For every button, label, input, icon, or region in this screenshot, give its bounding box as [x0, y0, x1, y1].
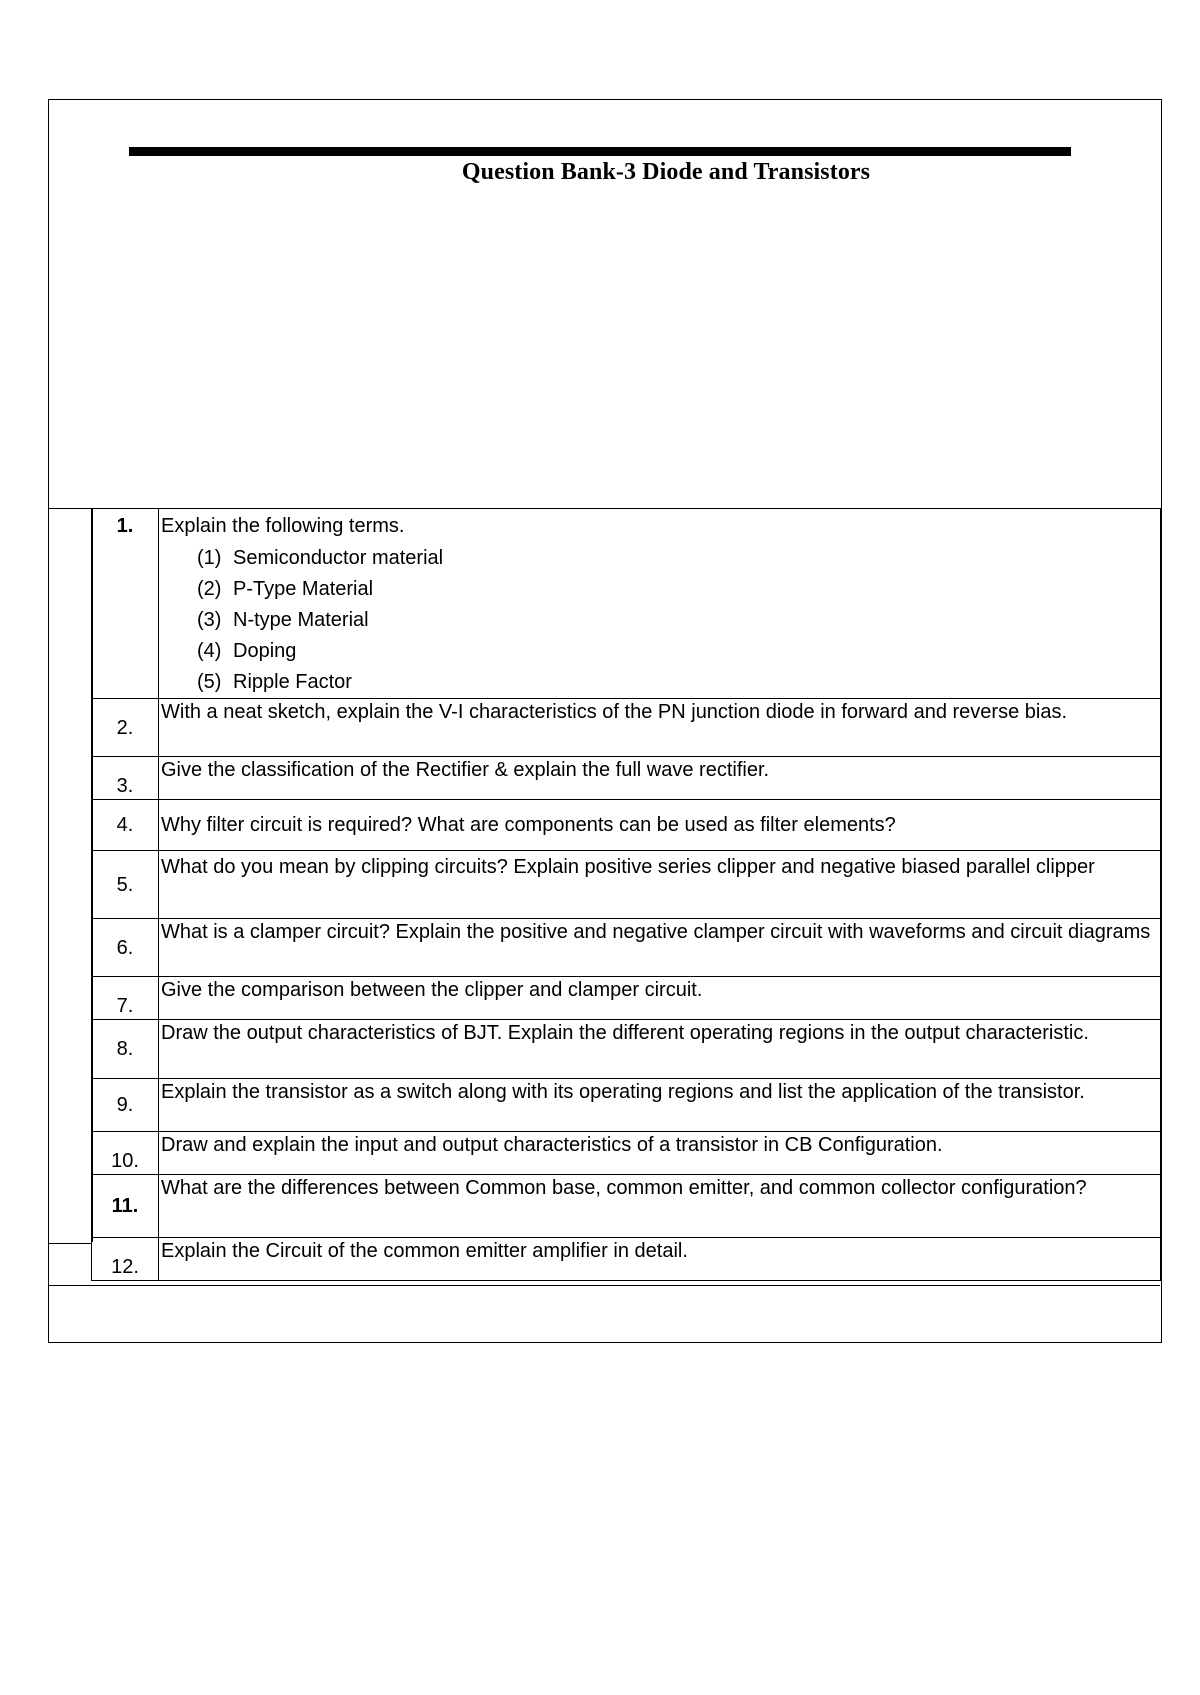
question-text: Draw the output characteristics of BJT. Explain the different operating regions in the output characteristic. — [159, 1020, 1161, 1079]
question-row — [92, 977, 1161, 1020]
left-margin-divider — [49, 1243, 92, 1244]
sub-item-text: Doping — [233, 640, 297, 662]
question-row — [92, 757, 1161, 800]
sub-item — [197, 574, 1154, 605]
question-number: 6. — [92, 919, 159, 977]
question-number: 1. — [92, 509, 159, 699]
question-text: Give the comparison between the clipper and clamper circuit. — [159, 977, 1161, 1020]
question-row — [92, 1132, 1161, 1175]
sub-item — [197, 667, 1154, 698]
sub-item-text: Semiconductor material — [233, 547, 444, 569]
footer-divider — [49, 1285, 1160, 1286]
question-number: 7. — [92, 977, 159, 1020]
sub-item-text: N-type Material — [233, 609, 369, 631]
question-number: 11. — [92, 1175, 159, 1238]
question-number: 4. — [92, 800, 159, 851]
question-text: Explain the following terms. — [161, 515, 405, 537]
header-rule — [129, 147, 1071, 156]
sub-item — [197, 543, 1154, 574]
question-number: 3. — [92, 757, 159, 800]
question-text: Draw and explain the input and output characteristics of a transistor in CB Configuration. — [159, 1132, 1161, 1175]
question-row — [92, 1020, 1161, 1079]
question-text: Explain the Circuit of the common emitter amplifier in detail. — [159, 1238, 1161, 1281]
sub-item-number: (4) — [197, 640, 222, 662]
question-number: 2. — [92, 699, 159, 757]
sub-item — [197, 605, 1154, 636]
question-row — [92, 919, 1161, 977]
question-text: What are the differences between Common base, common emitter, and common collector configuration? — [159, 1175, 1161, 1238]
sub-item — [197, 636, 1154, 667]
sub-item-number: (5) — [197, 671, 222, 693]
question-text: Explain the transistor as a switch along with its operating regions and list the application of the transistor. — [159, 1079, 1161, 1132]
question-row — [92, 699, 1161, 757]
question-number: 9. — [92, 1079, 159, 1132]
question-row — [92, 1079, 1161, 1132]
question-row — [92, 1175, 1161, 1238]
sub-item-text: Ripple Factor — [233, 671, 352, 693]
sub-item-list — [161, 543, 1154, 698]
question-text-cell — [159, 509, 1161, 699]
sub-item-number: (1) — [197, 547, 222, 569]
question-number: 5. — [92, 851, 159, 919]
question-row — [92, 800, 1161, 851]
question-row — [92, 851, 1161, 919]
sub-item-text: P-Type Material — [233, 578, 374, 600]
sub-item-number: (3) — [197, 609, 222, 631]
question-text: What do you mean by clipping circuits? Explain positive series clipper and negative biased parallel clipper — [159, 851, 1161, 919]
question-text: With a neat sketch, explain the V-I characteristics of the PN junction diode in forward and reverse bias. — [159, 699, 1161, 757]
question-number: 10. — [92, 1132, 159, 1175]
document-title: Question Bank-3 Diode and Transistors — [461, 159, 871, 185]
question-number: 8. — [92, 1020, 159, 1079]
question-row — [92, 509, 1161, 699]
question-row — [92, 1238, 1161, 1281]
question-text: Why filter circuit is required? What are components can be used as filter elements? — [159, 800, 1161, 851]
question-text: Give the classification of the Rectifier & explain the full wave rectifier. — [159, 757, 1161, 800]
question-text: What is a clamper circuit? Explain the positive and negative clamper circuit with waveforms and circuit diagrams — [159, 919, 1161, 977]
question-table — [91, 508, 1161, 1281]
question-number: 12. — [92, 1238, 159, 1281]
sub-item-number: (2) — [197, 578, 222, 600]
